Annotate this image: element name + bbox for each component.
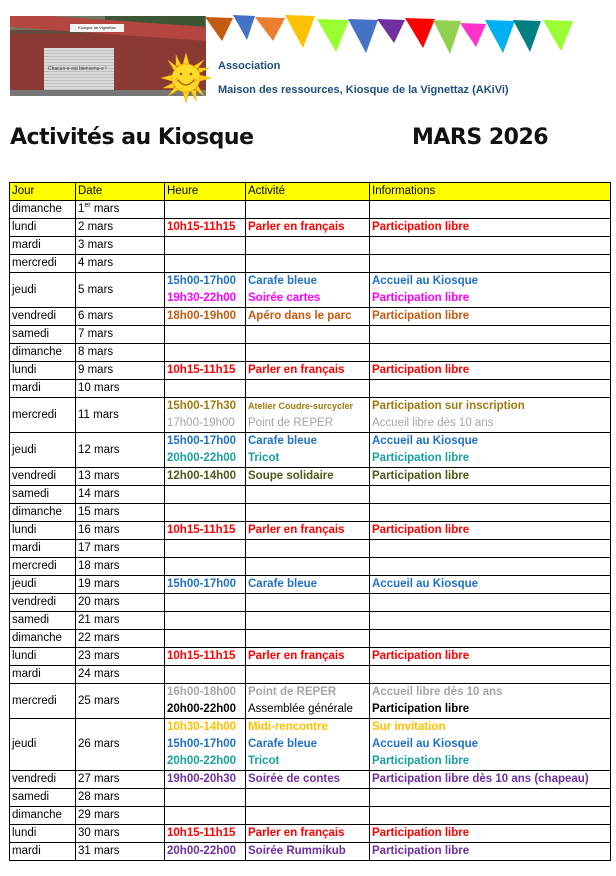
event-time: 10h15-11h15 — [167, 524, 236, 536]
table-row — [10, 504, 611, 522]
event-activity: Atelier Coudre-surcycler — [248, 401, 354, 411]
bunting-flag — [255, 17, 285, 41]
info-cell — [370, 308, 611, 326]
info-cell — [370, 807, 611, 825]
bunting-flag — [285, 15, 315, 48]
time-cell — [165, 362, 246, 380]
table-row — [10, 771, 611, 789]
activity-cell — [246, 825, 370, 843]
bunting-flag — [348, 19, 378, 53]
time-cell — [165, 789, 246, 807]
event-time: 10h15-11h15 — [167, 827, 236, 839]
date-cell: 4 mars — [76, 255, 165, 273]
event-info: Participation libre — [372, 364, 470, 376]
info-cell — [370, 219, 611, 237]
activity-cell — [246, 807, 370, 825]
day-cell: mardi — [10, 666, 76, 684]
activity-cell — [246, 522, 370, 540]
event-info: Participation libre — [372, 470, 470, 482]
info-cell — [370, 576, 611, 594]
date-cell: 17 mars — [76, 540, 165, 558]
activity-cell — [246, 468, 370, 486]
event-time: 19h00-20h30 — [167, 773, 237, 785]
bunting-flag — [485, 20, 515, 53]
activity-cell — [246, 558, 370, 576]
day-cell: jeudi — [10, 273, 76, 308]
date-cell: 25 mars — [76, 684, 165, 719]
info-cell — [370, 504, 611, 522]
event-time: 15h00-17h30 — [167, 400, 237, 412]
day-cell: jeudi — [10, 719, 76, 771]
event-time: 19h30-22h00 — [167, 292, 237, 304]
date-cell: 27 mars — [76, 771, 165, 789]
event-activity: Point de REPER — [248, 686, 337, 698]
bunting-flag — [460, 23, 486, 47]
day-cell: lundi — [10, 219, 76, 237]
event-time: 15h00-17h00 — [167, 275, 237, 287]
table-row — [10, 308, 611, 326]
event-activity: Parler en français — [248, 827, 345, 839]
time-cell — [165, 540, 246, 558]
column-header-date: Date — [76, 183, 165, 201]
event-info: Participation libre — [372, 292, 470, 304]
table-row — [10, 648, 611, 666]
info-cell — [370, 255, 611, 273]
activity-cell — [246, 648, 370, 666]
table-row — [10, 237, 611, 255]
day-cell: mercredi — [10, 398, 76, 433]
activity-cell — [246, 380, 370, 398]
activity-cell — [246, 684, 370, 719]
day-cell: lundi — [10, 825, 76, 843]
bunting-decoration — [205, 14, 575, 54]
time-cell — [165, 273, 246, 308]
day-cell: jeudi — [10, 433, 76, 468]
info-cell — [370, 825, 611, 843]
info-cell — [370, 201, 611, 219]
table-row — [10, 807, 611, 825]
activity-cell — [246, 255, 370, 273]
event-info: Participation libre dès 10 ans (chapeau) — [372, 773, 589, 785]
activity-cell — [246, 719, 370, 771]
event-time: 15h00-17h00 — [167, 738, 237, 750]
event-activity: Assemblée générale — [248, 703, 353, 715]
info-cell — [370, 843, 611, 861]
info-cell — [370, 719, 611, 771]
event-time: 20h00-22h00 — [167, 755, 237, 767]
event-activity: Midi-rencontre — [248, 721, 328, 733]
date-cell: 28 mars — [76, 789, 165, 807]
page-title: Activités au Kiosque — [10, 125, 254, 150]
sun-icon — [160, 52, 212, 104]
date-cell: 20 mars — [76, 594, 165, 612]
association-label: Association — [218, 60, 281, 72]
time-cell — [165, 825, 246, 843]
table-row — [10, 201, 611, 219]
date-month: mars — [90, 203, 120, 215]
time-cell — [165, 648, 246, 666]
info-cell — [370, 594, 611, 612]
event-info: Participation libre — [372, 827, 470, 839]
date-cell: 26 mars — [76, 719, 165, 771]
event-info: Participation libre — [372, 452, 470, 464]
event-activity: Soirée de contes — [248, 773, 341, 785]
event-time: 17h00-19h00 — [167, 417, 235, 429]
bunting-flag — [513, 20, 541, 52]
info-cell — [370, 398, 611, 433]
table-row — [10, 326, 611, 344]
date-cell: 19 mars — [76, 576, 165, 594]
info-cell — [370, 486, 611, 504]
table-row — [10, 789, 611, 807]
info-cell — [370, 522, 611, 540]
table-row — [10, 684, 611, 719]
column-header-informations: Informations — [370, 183, 611, 201]
day-cell: samedi — [10, 486, 76, 504]
event-info: Accueil au Kiosque — [372, 435, 479, 447]
photo-sign: Kiosque de Vignettaz — [70, 24, 124, 32]
activity-cell — [246, 344, 370, 362]
date-cell: 24 mars — [76, 666, 165, 684]
date-cell — [76, 201, 165, 219]
time-cell — [165, 237, 246, 255]
day-cell: vendredi — [10, 468, 76, 486]
activity-cell — [246, 666, 370, 684]
day-cell: lundi — [10, 362, 76, 380]
time-cell — [165, 398, 246, 433]
time-cell — [165, 666, 246, 684]
day-cell: samedi — [10, 789, 76, 807]
table-row — [10, 344, 611, 362]
day-cell: vendredi — [10, 594, 76, 612]
table-row — [10, 594, 611, 612]
activity-cell — [246, 771, 370, 789]
info-cell — [370, 380, 611, 398]
table-header-row — [10, 183, 611, 201]
event-activity: Parler en français — [248, 524, 345, 536]
activity-cell — [246, 612, 370, 630]
table-row — [10, 825, 611, 843]
event-activity: Soirée Rummikub — [248, 845, 346, 857]
event-info: Accueil libre dès 10 ans — [372, 686, 503, 698]
event-time: 15h00-17h00 — [167, 435, 237, 447]
table-row — [10, 219, 611, 237]
table-row — [10, 273, 611, 308]
time-cell — [165, 308, 246, 326]
time-cell — [165, 771, 246, 789]
organization-name: Maison des ressources, Kiosque de la Vignettaz (AKiVi) — [218, 84, 509, 96]
day-cell: mardi — [10, 237, 76, 255]
day-cell: dimanche — [10, 504, 76, 522]
table-row — [10, 719, 611, 771]
info-cell — [370, 630, 611, 648]
table-row — [10, 540, 611, 558]
event-info: Participation libre — [372, 650, 470, 662]
date-cell: 14 mars — [76, 486, 165, 504]
time-cell — [165, 468, 246, 486]
event-time: 15h00-17h00 — [167, 578, 237, 590]
event-activity: Parler en français — [248, 221, 345, 233]
activity-cell — [246, 326, 370, 344]
activity-cell — [246, 362, 370, 380]
table-row — [10, 433, 611, 468]
date-cell: 22 mars — [76, 630, 165, 648]
activity-cell — [246, 504, 370, 522]
table-row — [10, 612, 611, 630]
event-time: 10h15-11h15 — [167, 650, 236, 662]
activity-cell — [246, 219, 370, 237]
event-time: 20h00-22h00 — [167, 452, 237, 464]
column-header-jour: Jour — [10, 183, 76, 201]
date-cell: 6 mars — [76, 308, 165, 326]
day-cell: mercredi — [10, 255, 76, 273]
column-header-activite: Activité — [246, 183, 370, 201]
month-title: MARS 2026 — [412, 125, 549, 150]
activity-cell — [246, 789, 370, 807]
activity-cell — [246, 486, 370, 504]
event-activity: Carafe bleue — [248, 435, 318, 447]
date-cell: 21 mars — [76, 612, 165, 630]
event-info: Participation libre — [372, 703, 470, 715]
event-time: 18h00-19h00 — [167, 310, 237, 322]
date-cell: 16 mars — [76, 522, 165, 540]
date-cell: 31 mars — [76, 843, 165, 861]
info-cell — [370, 558, 611, 576]
activity-cell — [246, 273, 370, 308]
event-time: 10h30-14h00 — [167, 721, 237, 733]
day-cell: vendredi — [10, 771, 76, 789]
bunting-flag — [405, 18, 435, 48]
info-cell — [370, 362, 611, 380]
event-info: Participation sur inscription — [372, 400, 525, 412]
info-cell — [370, 666, 611, 684]
event-info: Accueil au Kiosque — [372, 275, 479, 287]
day-cell: dimanche — [10, 807, 76, 825]
event-activity: Parler en français — [248, 650, 345, 662]
event-info: Accueil au Kiosque — [372, 738, 479, 750]
column-header-heure: Heure — [165, 183, 246, 201]
date-cell: 11 mars — [76, 398, 165, 433]
table-row — [10, 398, 611, 433]
day-cell: mardi — [10, 843, 76, 861]
day-cell: samedi — [10, 326, 76, 344]
day-cell: mardi — [10, 380, 76, 398]
time-cell — [165, 630, 246, 648]
event-info: Accueil au Kiosque — [372, 578, 479, 590]
date-cell: 5 mars — [76, 273, 165, 308]
info-cell — [370, 540, 611, 558]
date-cell: 15 mars — [76, 504, 165, 522]
info-cell — [370, 237, 611, 255]
day-cell: lundi — [10, 522, 76, 540]
bunting-flag — [233, 15, 255, 40]
time-cell — [165, 486, 246, 504]
date-cell: 23 mars — [76, 648, 165, 666]
event-activity: Carafe bleue — [248, 275, 318, 287]
day-cell: samedi — [10, 612, 76, 630]
bunting-flag — [205, 17, 233, 41]
date-cell: 29 mars — [76, 807, 165, 825]
activity-cell — [246, 843, 370, 861]
table-row — [10, 468, 611, 486]
table-row — [10, 255, 611, 273]
event-activity: Soupe solidaire — [248, 470, 334, 482]
date-cell: 12 mars — [76, 433, 165, 468]
event-activity: Parler en français — [248, 364, 345, 376]
event-info: Participation libre — [372, 755, 470, 767]
activity-cell — [246, 433, 370, 468]
time-cell — [165, 201, 246, 219]
date-cell: 3 mars — [76, 237, 165, 255]
event-time: 10h15-11h15 — [167, 364, 236, 376]
time-cell — [165, 684, 246, 719]
date-ordinal: er — [84, 202, 91, 210]
time-cell — [165, 807, 246, 825]
info-cell — [370, 326, 611, 344]
info-cell — [370, 648, 611, 666]
event-info: Participation libre — [372, 310, 470, 322]
date-number: 1 — [78, 203, 85, 215]
day-cell: mercredi — [10, 684, 76, 719]
date-cell: 18 mars — [76, 558, 165, 576]
date-cell: 13 mars — [76, 468, 165, 486]
time-cell — [165, 433, 246, 468]
event-activity: Apéro dans le parc — [248, 310, 352, 322]
day-cell: dimanche — [10, 201, 76, 219]
day-cell: dimanche — [10, 630, 76, 648]
time-cell — [165, 326, 246, 344]
date-cell: 9 mars — [76, 362, 165, 380]
date-cell: 10 mars — [76, 380, 165, 398]
time-cell — [165, 504, 246, 522]
photo-shutter-text: Chacun-e est bienvenu-e ! — [48, 66, 107, 72]
day-cell: lundi — [10, 648, 76, 666]
info-cell — [370, 273, 611, 308]
event-time: 12h00-14h00 — [167, 470, 237, 482]
time-cell — [165, 255, 246, 273]
bunting-flag — [433, 20, 461, 54]
photo-shutter — [44, 48, 114, 94]
event-info: Sur invitation — [372, 721, 446, 733]
event-activity: Soirée cartes — [248, 292, 321, 304]
table-row — [10, 843, 611, 861]
time-cell — [165, 843, 246, 861]
table-row — [10, 380, 611, 398]
event-info: Participation libre — [372, 221, 470, 233]
activity-cell — [246, 201, 370, 219]
time-cell — [165, 612, 246, 630]
time-cell — [165, 522, 246, 540]
event-activity: Point de REPER — [248, 417, 334, 429]
date-cell: 7 mars — [76, 326, 165, 344]
date-cell: 30 mars — [76, 825, 165, 843]
table-row — [10, 362, 611, 380]
time-cell — [165, 380, 246, 398]
activity-cell — [246, 576, 370, 594]
date-cell: 8 mars — [76, 344, 165, 362]
activity-cell — [246, 398, 370, 433]
day-cell: mercredi — [10, 558, 76, 576]
event-activity: Carafe bleue — [248, 578, 318, 590]
info-cell — [370, 771, 611, 789]
activity-cell — [246, 594, 370, 612]
day-cell: vendredi — [10, 308, 76, 326]
event-time: 20h00-22h00 — [167, 845, 237, 857]
info-cell — [370, 789, 611, 807]
info-cell — [370, 684, 611, 719]
table-row — [10, 558, 611, 576]
event-time: 16h00-18h00 — [167, 686, 237, 698]
time-cell — [165, 344, 246, 362]
time-cell — [165, 594, 246, 612]
event-activity: Tricot — [248, 452, 280, 464]
event-info: Participation libre — [372, 524, 470, 536]
info-cell — [370, 344, 611, 362]
bunting-flag — [543, 20, 573, 51]
time-cell — [165, 576, 246, 594]
info-cell — [370, 468, 611, 486]
bunting-flag — [317, 19, 349, 52]
time-cell — [165, 558, 246, 576]
day-cell: dimanche — [10, 344, 76, 362]
table-row — [10, 576, 611, 594]
bunting-flag — [377, 19, 405, 43]
day-cell: jeudi — [10, 576, 76, 594]
activity-cell — [246, 540, 370, 558]
table-row — [10, 630, 611, 648]
info-cell — [370, 612, 611, 630]
event-activity: Tricot — [248, 755, 280, 767]
activity-cell — [246, 630, 370, 648]
table-row — [10, 522, 611, 540]
activity-cell — [246, 308, 370, 326]
table-row — [10, 486, 611, 504]
event-time: 10h15-11h15 — [167, 221, 236, 233]
event-time: 20h00-22h00 — [167, 703, 237, 715]
info-cell — [370, 433, 611, 468]
time-cell — [165, 219, 246, 237]
activity-cell — [246, 237, 370, 255]
event-info: Participation libre — [372, 845, 470, 857]
date-cell: 2 mars — [76, 219, 165, 237]
time-cell — [165, 719, 246, 771]
day-cell: mardi — [10, 540, 76, 558]
event-info: Accueil libre dès 10 ans — [372, 417, 494, 429]
table-row — [10, 666, 611, 684]
event-activity: Carafe bleue — [248, 738, 318, 750]
schedule-table — [9, 182, 611, 861]
